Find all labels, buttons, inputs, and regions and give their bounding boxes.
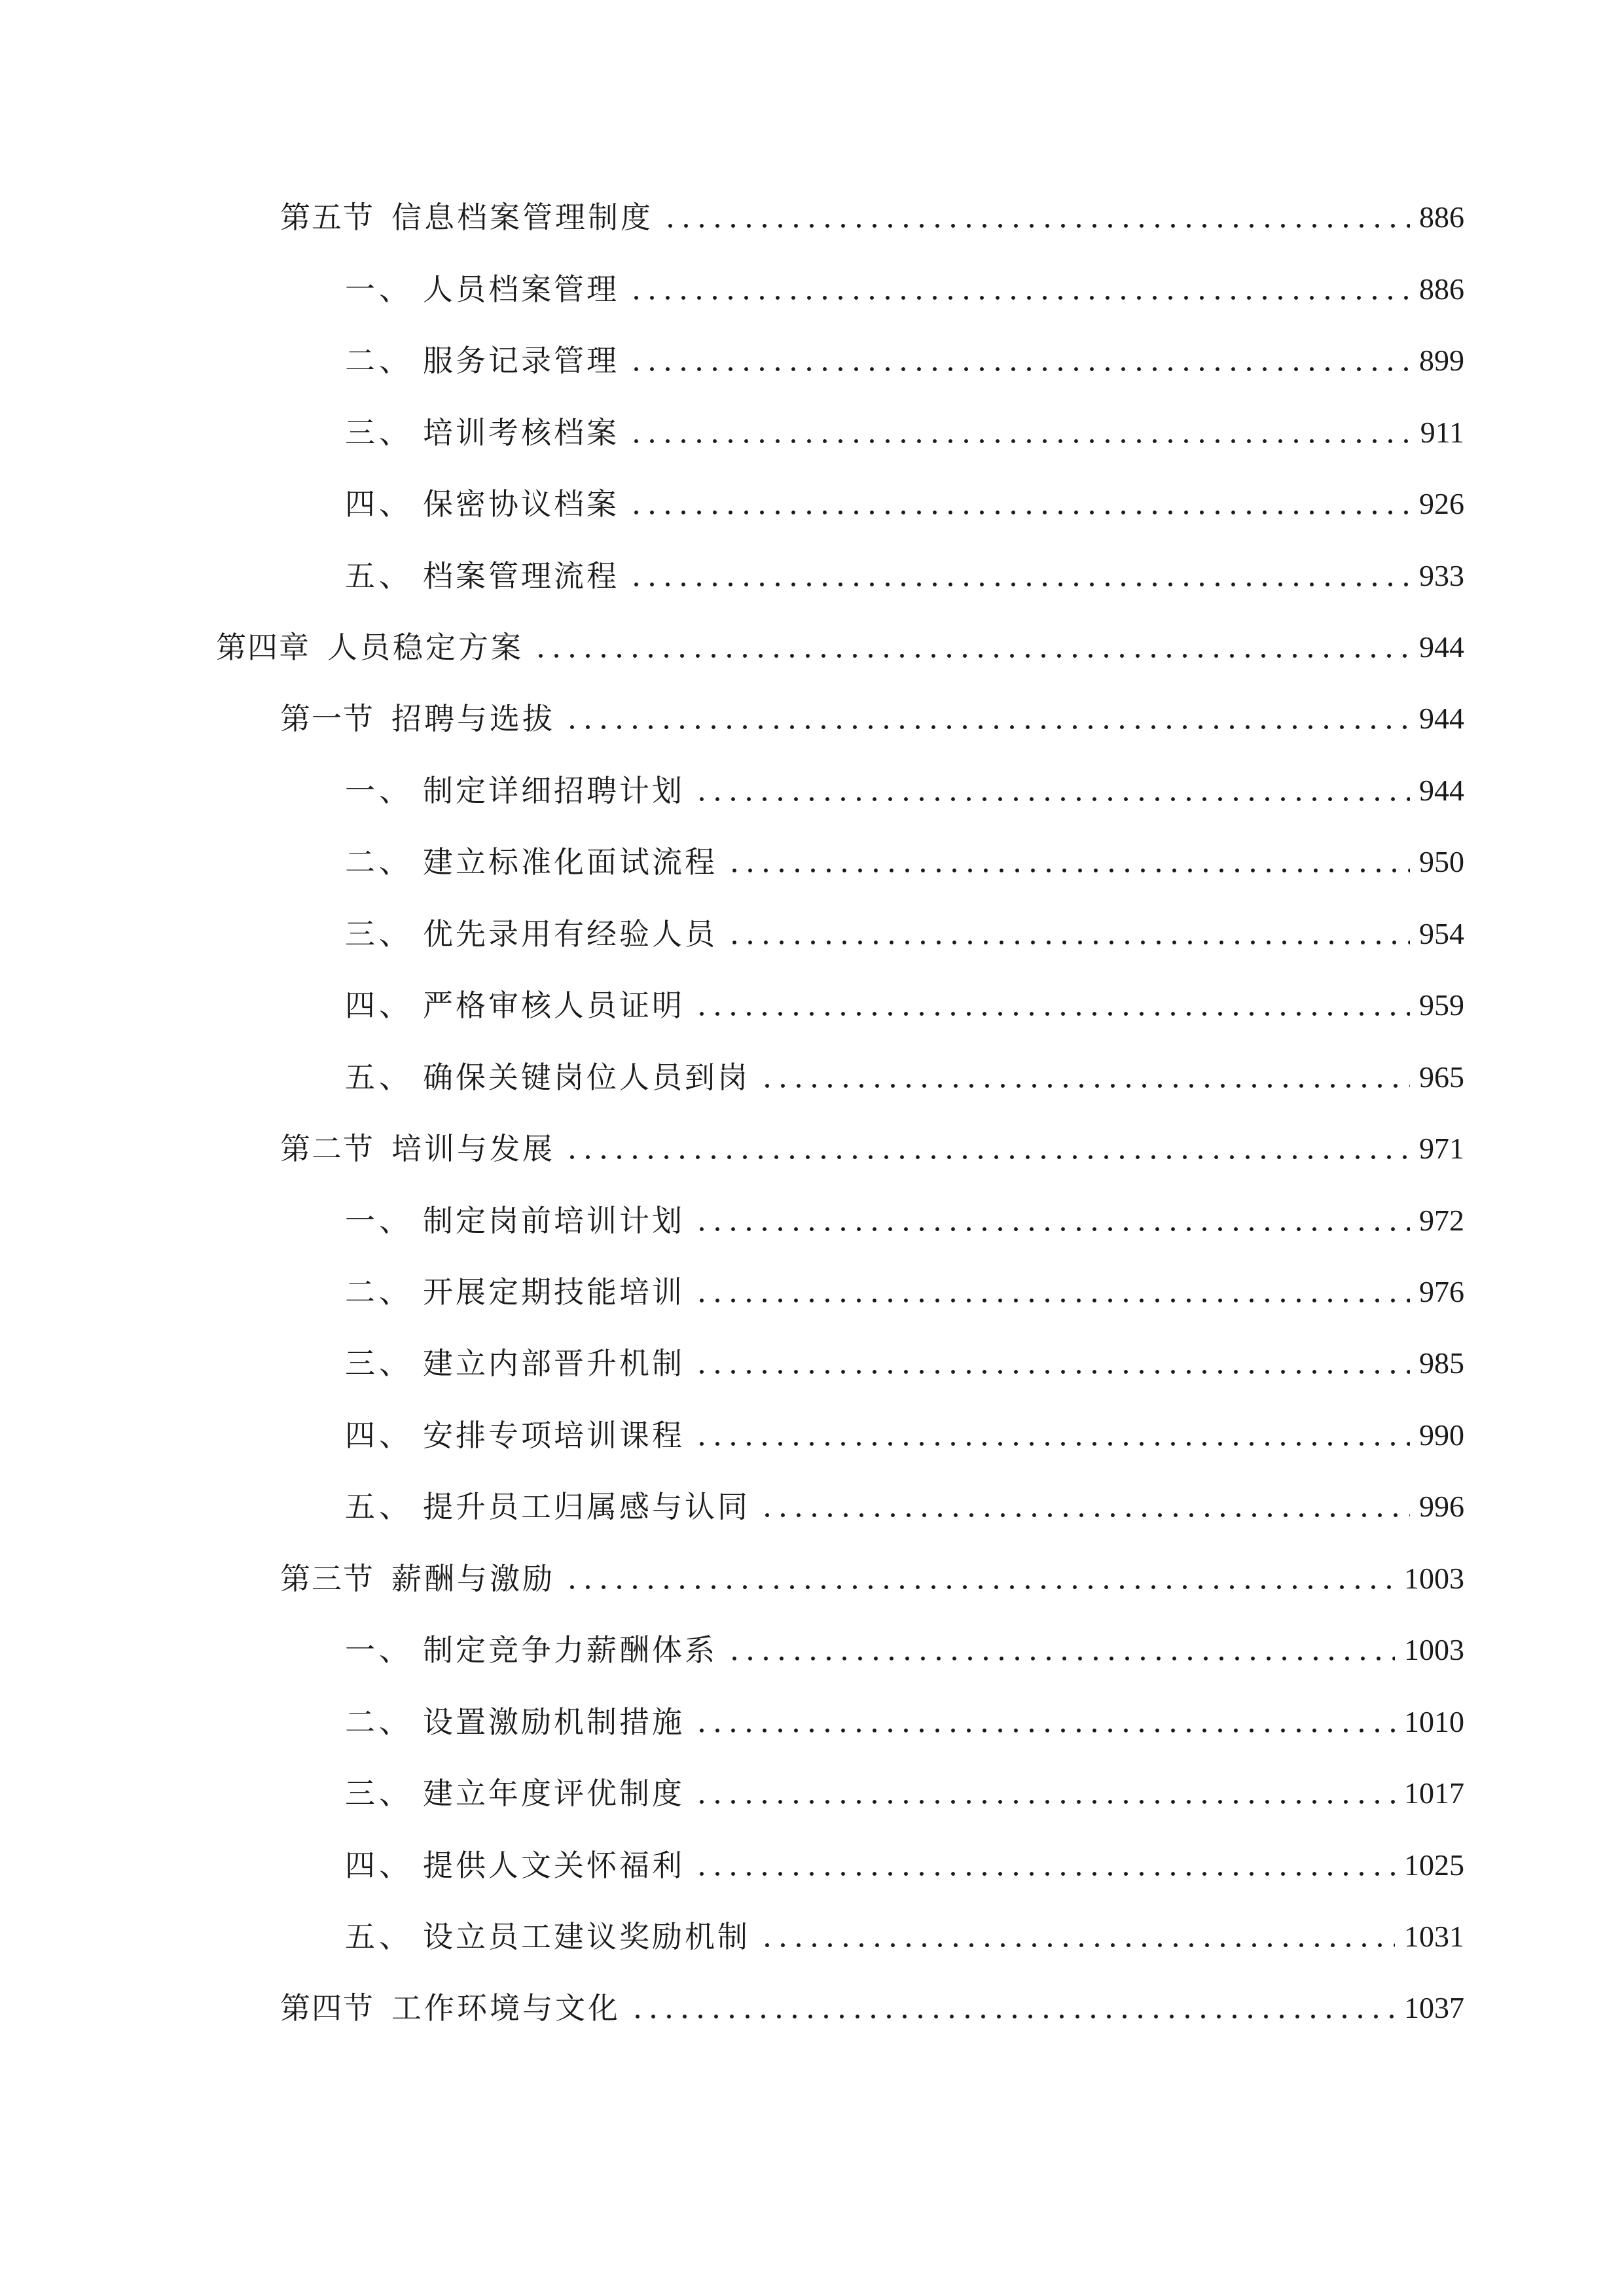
toc-entry-title: 制定竞争力薪酬体系 — [423, 1632, 717, 1668]
toc-dot-leader — [628, 509, 1410, 516]
toc-dot-leader — [759, 1512, 1410, 1518]
toc-dot-leader — [694, 796, 1410, 802]
toc-entry-number: 五、 — [345, 1489, 413, 1524]
toc-entry-title: 建立标准化面试流程 — [423, 844, 717, 880]
toc-entry-item[interactable] — [345, 1624, 1464, 1676]
toc-dot-leader — [630, 2013, 1395, 2020]
toc-entry-page: 1017 — [1404, 1776, 1464, 1810]
toc-entry-item[interactable] — [345, 478, 1464, 530]
toc-entry-title: 人员稳定方案 — [327, 630, 524, 665]
toc-entry-title: 安排专项培训课程 — [423, 1418, 685, 1453]
toc-entry-page: 1025 — [1404, 1848, 1464, 1882]
toc-dot-leader — [564, 724, 1410, 730]
toc-entry-page: 911 — [1420, 416, 1464, 449]
toc-entry-title: 严格审核人员证明 — [423, 988, 685, 1023]
toc-entry-title: 培训与发展 — [391, 1131, 555, 1166]
toc-entry-title: 薪酬与激励 — [391, 1561, 555, 1596]
toc-entry-number: 第一节 — [280, 701, 374, 736]
toc-entry-chapter[interactable] — [216, 621, 1464, 673]
toc-entry-page: 944 — [1419, 630, 1464, 664]
toc-dot-leader — [759, 1942, 1395, 1948]
toc-entry-title: 信息档案管理制度 — [391, 200, 653, 235]
toc-entry-item[interactable] — [345, 979, 1464, 1031]
toc-entry-section[interactable] — [280, 1552, 1464, 1605]
toc-entry-number: 第五节 — [280, 200, 374, 235]
toc-entry-item[interactable] — [345, 1194, 1464, 1247]
toc-entry-page: 926 — [1419, 487, 1464, 520]
toc-entry-section[interactable] — [280, 692, 1464, 745]
toc-entry-number: 二、 — [345, 1704, 413, 1740]
toc-entry-item[interactable] — [345, 836, 1464, 888]
toc-entry-number: 四、 — [345, 1418, 413, 1453]
toc-entry-item[interactable] — [345, 1051, 1464, 1103]
toc-entry-item[interactable] — [345, 1696, 1464, 1748]
toc-entry-page: 990 — [1419, 1418, 1464, 1452]
toc-entry-page: 886 — [1419, 272, 1464, 306]
toc-entry-title: 制定岗前培训计划 — [423, 1203, 685, 1238]
toc-entry-title: 设立员工建议奖励机制 — [423, 1919, 750, 1954]
toc-entry-number: 三、 — [345, 1346, 413, 1381]
toc-entry-number: 二、 — [345, 1274, 413, 1310]
toc-entry-title: 提供人文关怀福利 — [423, 1848, 685, 1883]
toc-entry-title: 招聘与选拔 — [391, 701, 555, 736]
toc-entry-page: 1003 — [1404, 1562, 1464, 1595]
toc-entry-page: 1003 — [1404, 1633, 1464, 1666]
toc-dot-leader — [694, 1871, 1395, 1877]
toc-entry-number: 二、 — [345, 844, 413, 880]
toc-entry-title: 人员档案管理 — [423, 272, 619, 307]
toc-entry-number: 三、 — [345, 1776, 413, 1811]
toc-entry-number: 二、 — [345, 343, 413, 378]
toc-entry-number: 五、 — [345, 558, 413, 594]
toc-dot-leader — [662, 223, 1410, 229]
toc-dot-leader — [533, 653, 1410, 659]
toc-dot-leader — [694, 1011, 1410, 1017]
toc-entry-title: 工作环境与文化 — [391, 1990, 621, 2026]
toc-dot-leader — [694, 1297, 1410, 1304]
toc-entry-section[interactable] — [280, 1122, 1464, 1175]
toc-entry-item[interactable] — [345, 263, 1464, 315]
toc-dot-leader — [564, 1154, 1410, 1160]
toc-entry-title: 优先录用有经验人员 — [423, 916, 717, 952]
toc-entry-title: 确保关键岗位人员到岗 — [423, 1060, 750, 1095]
toc-entry-number: 一、 — [345, 1632, 413, 1668]
toc-entry-number: 第四节 — [280, 1990, 374, 2026]
toc-entry-item[interactable] — [345, 1409, 1464, 1462]
toc-entry-page: 972 — [1419, 1204, 1464, 1237]
toc-entry-page: 899 — [1419, 344, 1464, 377]
toc-entry-title: 设置激励机制措施 — [423, 1704, 685, 1740]
toc-entry-item[interactable] — [345, 1266, 1464, 1318]
toc-entry-page: 996 — [1419, 1490, 1464, 1523]
toc-entry-item[interactable] — [345, 1767, 1464, 1820]
toc-entry-title: 提升员工归属感与认同 — [423, 1489, 750, 1524]
toc-entry-page: 1037 — [1404, 1991, 1464, 2024]
toc-entry-title: 制定详细招聘计划 — [423, 773, 685, 808]
toc-entry-number: 一、 — [345, 773, 413, 808]
toc-entry-title: 开展定期技能培训 — [423, 1274, 685, 1310]
toc-entry-item[interactable] — [345, 406, 1464, 459]
toc-entry-number: 四、 — [345, 988, 413, 1023]
toc-entry-title: 建立内部晋升机制 — [423, 1346, 685, 1381]
toc-dot-leader — [628, 581, 1410, 588]
toc-entry-section[interactable] — [280, 191, 1464, 243]
toc-entry-item[interactable] — [345, 908, 1464, 960]
toc-entry-number: 第三节 — [280, 1561, 374, 1596]
toc-entry-item[interactable] — [345, 764, 1464, 817]
toc-entry-page: 933 — [1419, 559, 1464, 592]
toc-dot-leader — [628, 295, 1410, 301]
toc-entry-title: 服务记录管理 — [423, 343, 619, 378]
toc-entry-title: 档案管理流程 — [423, 558, 619, 594]
toc-entry-number: 三、 — [345, 415, 413, 450]
toc-dot-leader — [694, 1727, 1395, 1734]
toc-entry-title: 建立年度评优制度 — [423, 1776, 685, 1811]
toc-dot-leader — [628, 366, 1410, 372]
toc-entry-page: 971 — [1419, 1132, 1464, 1165]
toc-entry-item[interactable] — [345, 1337, 1464, 1390]
toc-entry-page: 985 — [1419, 1346, 1464, 1380]
toc-entry-title: 保密协议档案 — [423, 486, 619, 522]
toc-dot-leader — [694, 1226, 1410, 1232]
toc-entry-page: 950 — [1419, 845, 1464, 878]
toc-entry-page: 954 — [1419, 917, 1464, 950]
toc-entry-page: 944 — [1419, 774, 1464, 807]
toc-entry-number: 五、 — [345, 1919, 413, 1954]
toc-dot-leader — [628, 438, 1411, 444]
toc-entry-number: 四、 — [345, 1848, 413, 1883]
toc-entry-number: 三、 — [345, 916, 413, 952]
toc-entry-page: 976 — [1419, 1275, 1464, 1308]
toc-entry-number: 第二节 — [280, 1131, 374, 1166]
toc-entry-item[interactable] — [345, 1839, 1464, 1892]
toc-entry-page: 959 — [1419, 988, 1464, 1022]
toc-dot-leader — [727, 867, 1410, 874]
toc-entry-page: 886 — [1419, 200, 1464, 234]
toc-entry-item[interactable] — [345, 334, 1464, 387]
toc-entry-page: 965 — [1419, 1060, 1464, 1094]
toc-dot-leader — [759, 1083, 1410, 1089]
toc-dot-leader — [564, 1584, 1395, 1590]
toc-entry-item[interactable] — [345, 1480, 1464, 1533]
toc-entry-section[interactable] — [280, 1982, 1464, 2034]
toc-entry-number: 五、 — [345, 1060, 413, 1095]
toc-dot-leader — [694, 1369, 1410, 1375]
toc-entry-item[interactable] — [345, 550, 1464, 602]
toc-dot-leader — [694, 1441, 1410, 1447]
toc-entry-title: 培训考核档案 — [423, 415, 619, 450]
toc-dot-leader — [727, 1655, 1395, 1662]
toc-entry-number: 四、 — [345, 486, 413, 522]
toc-entry-number: 一、 — [345, 272, 413, 307]
toc-entry-number: 第四章 — [216, 630, 310, 665]
toc-entry-page: 1010 — [1404, 1705, 1464, 1738]
toc-entry-number: 一、 — [345, 1203, 413, 1238]
toc-entry-item[interactable] — [345, 1910, 1464, 1963]
toc-dot-leader — [694, 1799, 1395, 1805]
toc-dot-leader — [727, 939, 1410, 946]
toc-entry-page: 944 — [1419, 702, 1464, 735]
toc-entry-page: 1031 — [1404, 1920, 1464, 1953]
